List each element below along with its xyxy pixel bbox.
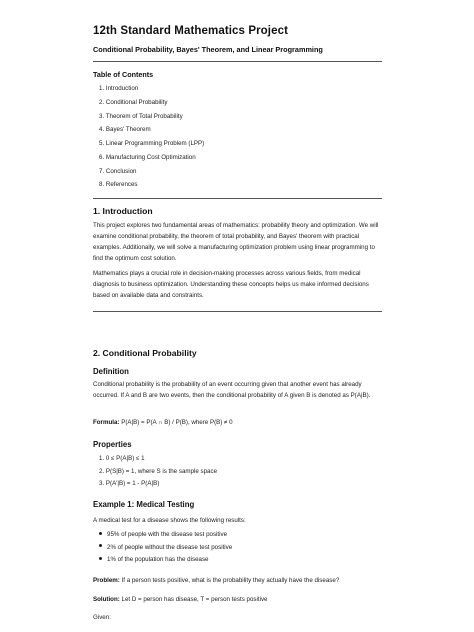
list-item: 95% of people with the disease test positive [93, 530, 232, 543]
toc-item[interactable]: 2. Conditional Probability [99, 98, 168, 106]
example-heading: Example 1: Medical Testing [93, 500, 195, 509]
given-text: Given: [93, 614, 111, 621]
example-intro: A medical test for a disease shows the following results: [93, 517, 246, 524]
list-item: 2% of people without the disease test positive [93, 543, 232, 556]
problem-text: If a person tests positive, what is the probability they actually have the disease? [119, 577, 340, 584]
toc-item[interactable]: 6. Manufacturing Cost Optimization [99, 153, 196, 161]
document-subtitle: Conditional Probability, Bayes' Theorem, and Linear Programming [93, 45, 323, 54]
bullet-icon [99, 544, 102, 547]
bullet-icon [99, 557, 102, 560]
intro-divider [93, 311, 382, 312]
formula-text: P(A|B) = P(A ∩ B) / P(B), where P(B) ≠ 0 [119, 419, 233, 426]
properties-list [93, 454, 217, 492]
intro-heading: 1. Introduction [93, 206, 153, 216]
formula-line [93, 417, 382, 428]
properties-heading: Properties [93, 440, 132, 449]
formula-label: Formula: [93, 419, 120, 426]
conditional-heading: 2. Conditional Probability [93, 348, 197, 358]
document-title: 12th Standard Mathematics Project [93, 25, 289, 37]
toc-heading: Table of Contents [93, 70, 154, 79]
toc-list [93, 84, 204, 194]
problem-line [93, 575, 382, 586]
definition-heading: Definition [93, 367, 129, 376]
solution-text: Let D = person has disease, T = person tests positive [119, 596, 268, 603]
toc-item[interactable]: 7. Conclusion [99, 167, 137, 175]
definition-text: Conditional probability is the probability of an event occurring given that another event has already occurred. If A and B are two events, then the conditional probability of A given B is denoted as P(A|B). [93, 381, 371, 399]
toc-divider [93, 198, 382, 199]
toc-item[interactable]: 3. Theorem of Total Probability [99, 112, 183, 120]
example-bullet-list [93, 530, 232, 568]
toc-item[interactable]: 4. Bayes' Theorem [99, 126, 151, 134]
property-item: 2. P(S|B) = 1, where S is the sample space [99, 467, 218, 475]
intro-paragraph-2: Mathematics plays a crucial role in decision-making processes across various fields, from medical diagnosis to business optimization. Understanding these concepts helps us make informed decisions based on available data and constraints. [93, 270, 369, 299]
solution-label: Solution: [93, 596, 120, 603]
list-item: 1% of the population has the disease [93, 555, 232, 568]
title-divider [93, 61, 382, 62]
property-item: 3. P(A'|B) = 1 - P(A|B) [99, 480, 160, 487]
intro-paragraph-1: This project explores two fundamental areas of mathematics: probability theory and optimization. We will examine conditional probability, the theorem of total probability, and Bayes' theorem with practical examples. Additionally, we will solve a manufacturing optimization problem using linear programming to find the optimum cost solution. [93, 222, 379, 262]
toc-item[interactable]: 5. Linear Programming Problem (LPP) [99, 140, 205, 147]
problem-label: Problem: [93, 577, 120, 584]
toc-item[interactable]: 8. References [99, 181, 138, 189]
toc-item[interactable]: 1. Introduction [99, 85, 139, 92]
solution-line [93, 594, 382, 605]
property-item: 1. 0 ≤ P(A|B) ≤ 1 [99, 455, 145, 462]
bullet-icon [99, 532, 102, 535]
